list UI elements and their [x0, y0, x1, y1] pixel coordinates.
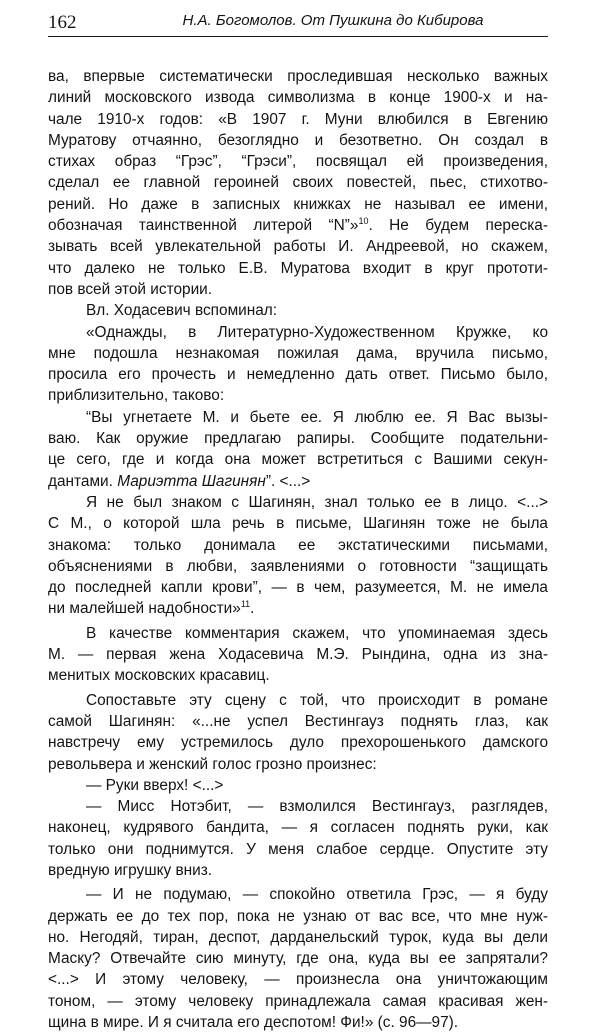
text-line: Маску? Отвечайте сию минуту, где она, куда вы ее запрятали? — [48, 950, 548, 968]
text-line: — И не подумаю, — спокойно ответила Грэс, — я буду — [86, 886, 548, 904]
text-line: стихах образ “Грэс”, “Грэси”, посвящал ей произведения, — [48, 153, 548, 171]
text-line: знакома: только донимала ее экстатическими письмами, — [48, 536, 548, 554]
text-line: вредную игрушку вниз. — [48, 861, 213, 879]
text-line: чале 1910-х годов: «В 1907 г. Муни влюбился в Евгению — [48, 110, 548, 128]
text-line: обозначая таинственной литерой “N”»$^{10}$. Не будем переска- — [48, 215, 548, 235]
text-line: ни малейшей надобности»$^{11}$. — [48, 599, 255, 618]
text-line: самой Шагинян: «...не успел Вестингауз поднять глаз, как — [48, 712, 548, 730]
text-line: ваю. Как оружие предлагаю рапиры. Сообщите подательни- — [48, 430, 548, 448]
text-line: С М., о которой шла речь в письме, Шагинян тоже не была — [48, 515, 548, 533]
text-line: но. Негодяй, тиран, деспот, дарданельский турок, куда вы дели — [48, 928, 548, 946]
signature-italic: Мариэтта Шагинян — [117, 472, 266, 490]
text-line: Сопоставьте эту сцену с той, что происходит в романе — [86, 691, 548, 709]
text-line: дантами. Мариэтта Шагинян”. <...> — [48, 472, 311, 490]
text-line: пов всей этой истории. — [48, 280, 213, 298]
text-line: Муратову отчаянно, безоглядно и безответно. Он создал в — [48, 131, 548, 149]
text-line: мне подошла незнакомая пожилая дама, вручила письмо, — [48, 344, 548, 362]
text-line: це сего, где и когда она может встретиться с Вашими секун- — [48, 451, 548, 469]
text-line: линий московского извода символизма в конце 1900-х и на- — [48, 89, 548, 107]
text-line: — Мисс Нотэбит, — взмолился Вестингауз, разглядев, — [86, 798, 548, 816]
text-line: тоном, — этому человеку принадлежала самая красивая жен- — [48, 992, 548, 1010]
text-line: зывать всей увлекательной работы И. Андреевой, но скажем, — [48, 238, 548, 256]
footnote-ref[interactable]: 11 — [240, 599, 251, 610]
text-line: щина в мире. И я считала его деспотом! Фи!» (с. 96—97). — [48, 1014, 459, 1032]
text-line: держать ее до тех пор, пока не узнаю от вас все, что мне нуж- — [48, 907, 548, 925]
text-line: «Однажды, в Литературно-Художественном Кружке, ко — [86, 323, 548, 341]
text-line: навстречу ему устремилось дуло прехорошенького дамского — [48, 734, 548, 752]
page-header — [48, 10, 548, 36]
text-line: Вл. Ходасевич вспоминал: — [86, 302, 278, 320]
text-line: объяснениями в любви, заявлениями о готовности “защищать — [48, 557, 548, 575]
page-number: 162 — [48, 12, 77, 33]
text-line: <...> И этому человеку, — произнесла она уничтожающим — [48, 971, 548, 989]
text-line: В качестве комментария скажем, что упоминаемая здесь — [86, 624, 548, 642]
footnote-ref[interactable]: 10 — [358, 215, 369, 226]
header-rule — [48, 36, 548, 37]
text-line: рений. Но даже в записных книжках не называл ее имени, — [48, 195, 548, 213]
text-line: револьвера и женский голос грозно произнес: — [48, 755, 377, 773]
text-line: — Руки вверх! <...> — [86, 776, 224, 794]
text-line: только они поднимутся. У меня слабое сердце. Опустите эту — [48, 840, 548, 858]
text-line: М. — первая жена Ходасевича М.Э. Рындина, одна из зна- — [48, 646, 548, 664]
text-line: приблизительно, таково: — [48, 387, 225, 405]
text-line: что далеко не только Е.В. Муратова входит в круг прототи- — [48, 259, 548, 277]
text-line: наконец, кудрявого бандита, — я согласен поднять руки, как — [48, 819, 548, 837]
text-line: сделал ее главной героиней своих повестей, пьес, стихотво- — [48, 174, 548, 192]
text-line: ва, впервые систематически проследившая несколько важных — [48, 68, 548, 85]
text-line: просила его прочесть и немедленно дать ответ. Письмо было, — [48, 366, 548, 384]
text-line: Я не был знаком с Шагинян, знал только ее в лицо. <...> — [86, 493, 548, 511]
text-line: “Вы угнетаете М. и бьете ее. Я люблю ее. Я Вас вызы- — [86, 408, 548, 426]
running-title: Н.А. Богомолов. От Пушкина до Кибирова — [182, 12, 484, 29]
body-text — [48, 66, 548, 1033]
text-line: до последней капли крови”, — в чем, разумеется, М. не имела — [48, 579, 548, 597]
text-line: менитых московских красавиц. — [48, 667, 270, 685]
